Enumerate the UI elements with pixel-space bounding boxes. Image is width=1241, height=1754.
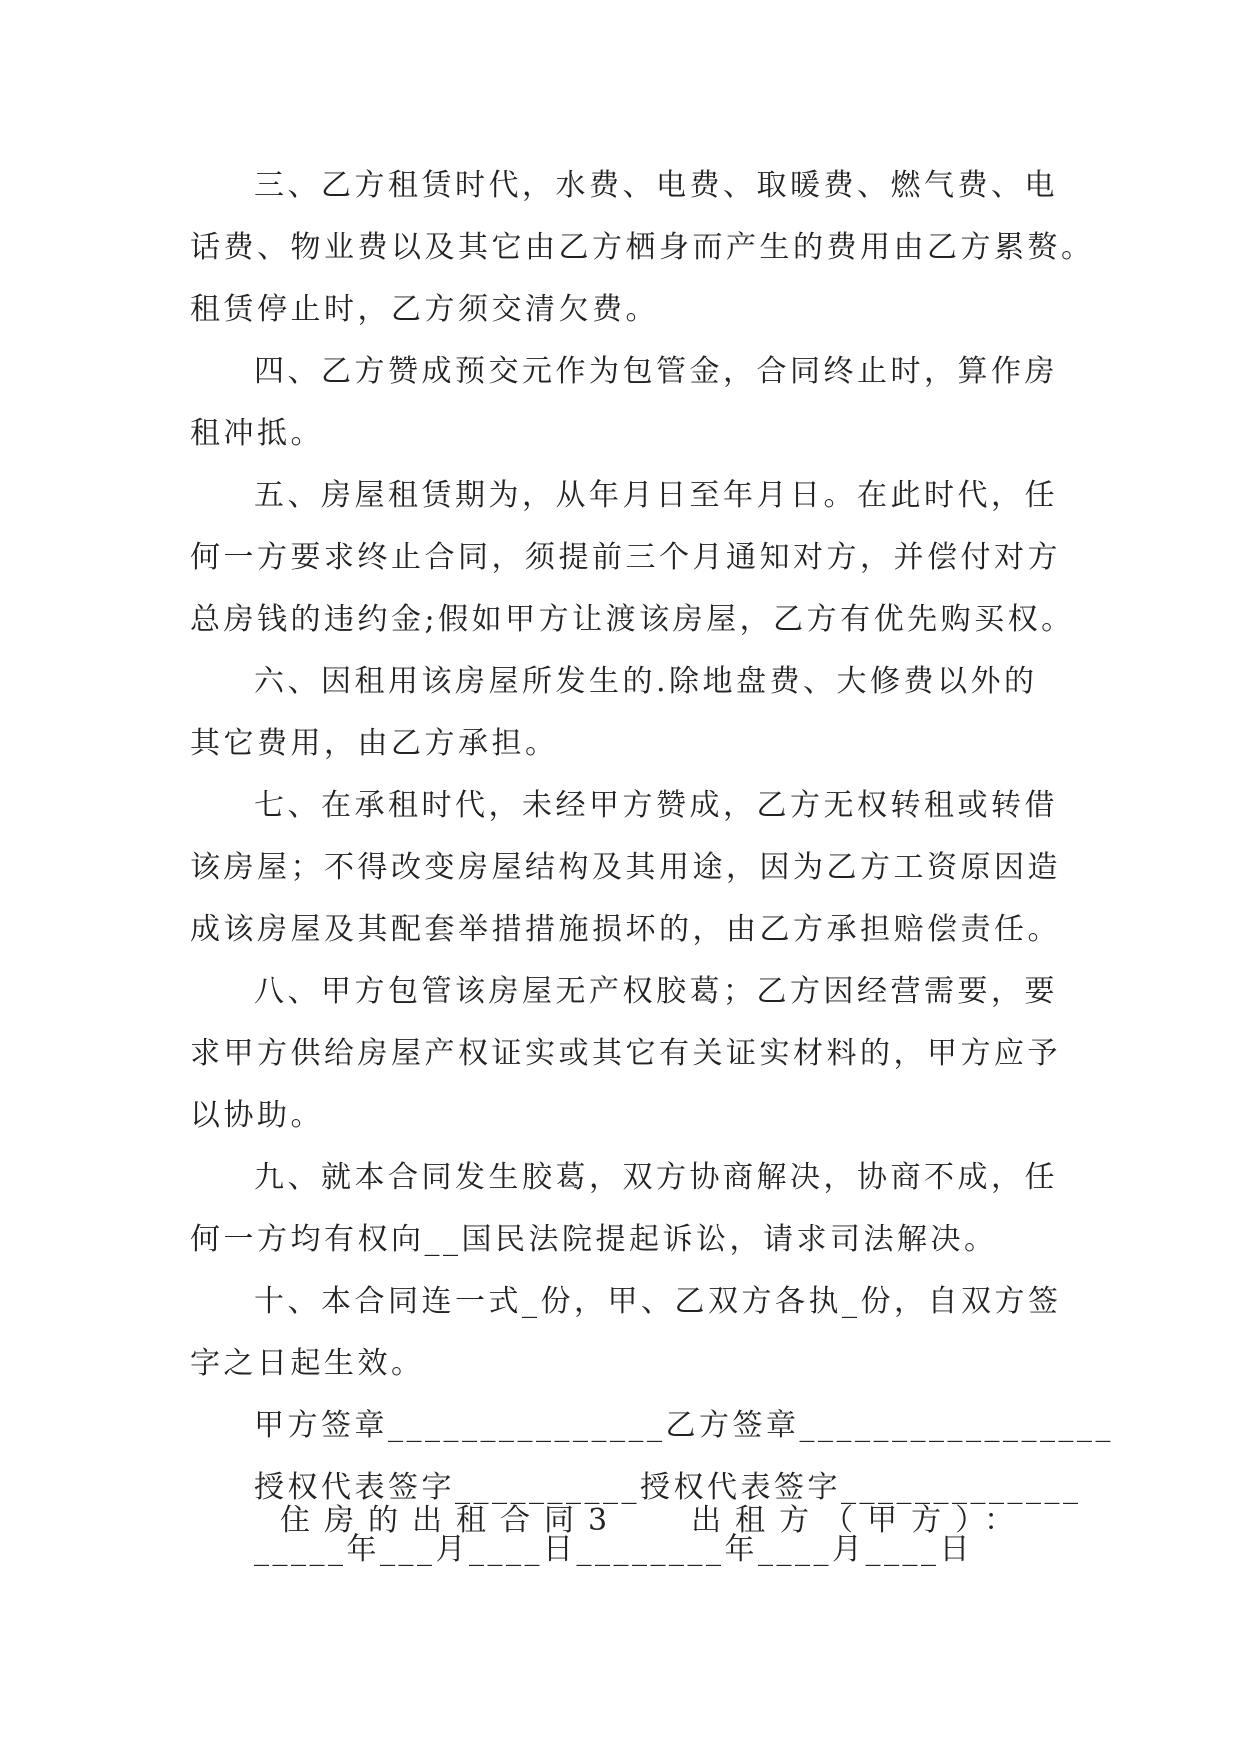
paragraph-line: 五、房屋租赁期为，从年月日至年月日。在此时代，任 — [254, 478, 1058, 513]
contract-body — [190, 155, 1114, 1581]
next-contract-heading — [280, 1490, 1028, 1552]
signature-line-party: 甲方签章_______________乙方签章_________________ — [254, 1408, 1114, 1443]
paragraph-line: 其它费用，由乙方承担。 — [190, 726, 559, 761]
paragraph-line: 总房钱的违约金;假如甲方让渡该房屋，乙方有优先购买权。 — [190, 602, 1075, 637]
paragraph-line: 三、乙方租赁时代，水费、电费、取暖费、燃气费、电 — [254, 168, 1058, 203]
paragraph-line: 七、在承租时代，未经甲方赞成，乙方无权转租或转借 — [254, 788, 1058, 823]
paragraph-line: 十、本合同连一式_份，甲、乙双方各执_份，自双方签 — [254, 1284, 1062, 1319]
contract-title: 住房的出租合同3 — [280, 1503, 622, 1538]
paragraph-line: 以协助。 — [190, 1098, 324, 1133]
paragraph-line: 何一方要求终止合同，须提前三个月通知对方，并偿付对方 — [190, 540, 1061, 575]
paragraph-line: 何一方均有权向__国民法院提起诉讼，请求司法解决。 — [190, 1222, 998, 1257]
paragraph-line: 六、因租用该房屋所发生的.除地盘费、大修费以外的 — [254, 664, 1038, 699]
signature-line-date: _____年___月____日________年____月____日 — [254, 1532, 973, 1567]
lessor-label: 出租方（甲方）： — [691, 1503, 1029, 1538]
paragraph-line: 租冲抵。 — [190, 416, 324, 451]
paragraph-line: 该房屋；不得改变房屋结构及其用途，因为乙方工资原因造 — [190, 850, 1061, 885]
paragraph-line: 租赁停止时，乙方须交清欠费。 — [190, 292, 659, 327]
paragraph-line: 求甲方供给房屋产权证实或其它有关证实材料的，甲方应予 — [190, 1036, 1061, 1071]
paragraph-line: 成该房屋及其配套举措措施损坏的，由乙方承担赔偿责任。 — [190, 912, 1061, 947]
paragraph-line: 话费、物业费以及其它由乙方栖身而产生的费用由乙方累赘。 — [190, 230, 1095, 265]
paragraph-line: 九、就本合同发生胶葛，双方协商解决，协商不成，任 — [254, 1160, 1058, 1195]
signature-line-representative: 授权代表签字__________授权代表签字_____________ — [254, 1470, 1082, 1505]
paragraph-line: 八、甲方包管该房屋无产权胶葛；乙方因经营需要，要 — [254, 974, 1058, 1009]
paragraph-line: 四、乙方赞成预交元作为包管金，合同终止时，算作房 — [254, 354, 1058, 389]
paragraph-line: 字之日起生效。 — [190, 1346, 425, 1381]
